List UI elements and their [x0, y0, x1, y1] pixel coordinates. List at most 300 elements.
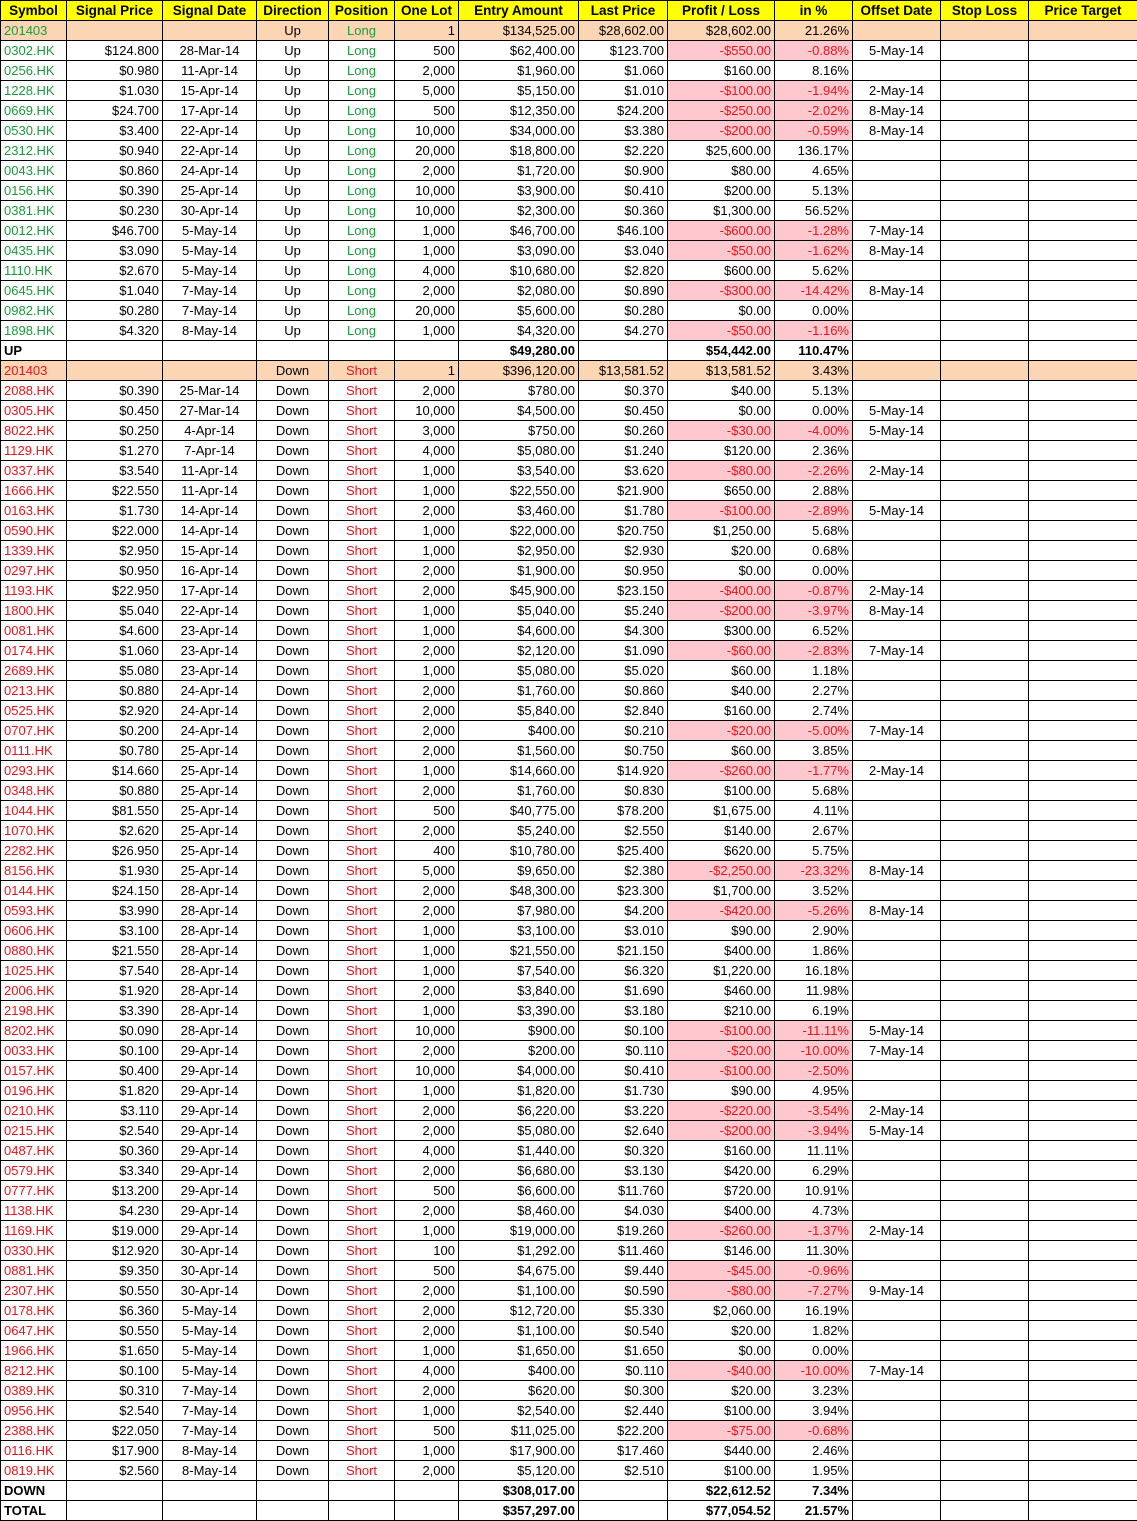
cell-signal-date[interactable]: 17-Apr-14 [163, 581, 257, 601]
cell-last-price[interactable]: $4.300 [579, 621, 668, 641]
cell-last-price[interactable]: $6.320 [579, 961, 668, 981]
cell-one-lot[interactable]: 1,000 [395, 1401, 459, 1421]
cell-offset-date[interactable] [853, 1461, 941, 1481]
cell-signal-date[interactable]: 30-Apr-14 [163, 1281, 257, 1301]
cell-price-target[interactable] [1029, 1481, 1137, 1501]
cell-position[interactable]: Short [329, 841, 395, 861]
column-header-stop-loss[interactable]: Stop Loss [941, 1, 1029, 21]
cell-price-target[interactable] [1029, 321, 1137, 341]
cell-signal-date[interactable]: 15-Apr-14 [163, 81, 257, 101]
cell-offset-date[interactable] [853, 21, 941, 41]
cell-last-price[interactable]: $0.110 [579, 1361, 668, 1381]
cell-direction[interactable]: Down [257, 1381, 329, 1401]
cell-in-percent[interactable]: 3.43% [775, 361, 853, 381]
cell-profit-loss[interactable]: -$30.00 [668, 421, 775, 441]
cell-signal-price[interactable]: $81.550 [67, 801, 163, 821]
cell-signal-price[interactable]: $9.350 [67, 1261, 163, 1281]
cell-in-percent[interactable]: 4.95% [775, 1081, 853, 1101]
cell-one-lot[interactable]: 1,000 [395, 241, 459, 261]
cell-offset-date[interactable] [853, 781, 941, 801]
cell-profit-loss[interactable]: -$260.00 [668, 761, 775, 781]
cell-signal-price[interactable]: $5.040 [67, 601, 163, 621]
cell-offset-date[interactable] [853, 1301, 941, 1321]
cell-direction[interactable]: Up [257, 41, 329, 61]
cell-in-percent[interactable]: -5.00% [775, 721, 853, 741]
cell-direction[interactable]: Down [257, 741, 329, 761]
cell-symbol[interactable]: 0645.HK [1, 281, 67, 301]
cell-signal-date[interactable]: 29-Apr-14 [163, 1121, 257, 1141]
cell-direction[interactable]: Down [257, 1041, 329, 1061]
cell-position[interactable]: Long [329, 141, 395, 161]
cell-position[interactable]: Long [329, 121, 395, 141]
cell-position[interactable]: Long [329, 241, 395, 261]
cell-price-target[interactable] [1029, 1001, 1137, 1021]
cell-signal-date[interactable]: 22-Apr-14 [163, 601, 257, 621]
cell-position[interactable]: Short [329, 761, 395, 781]
cell-one-lot[interactable]: 1,000 [395, 761, 459, 781]
cell-stop-loss[interactable] [941, 1221, 1029, 1241]
cell-signal-date[interactable]: 27-Mar-14 [163, 401, 257, 421]
cell-one-lot[interactable]: 2,000 [395, 901, 459, 921]
cell-last-price[interactable]: $0.540 [579, 1321, 668, 1341]
cell-symbol[interactable]: 1966.HK [1, 1341, 67, 1361]
cell-profit-loss[interactable]: $90.00 [668, 921, 775, 941]
cell-signal-date[interactable]: 29-Apr-14 [163, 1181, 257, 1201]
cell-last-price[interactable]: $19.260 [579, 1221, 668, 1241]
cell-in-percent[interactable]: 3.94% [775, 1401, 853, 1421]
cell-direction[interactable]: Up [257, 321, 329, 341]
cell-in-percent[interactable]: -11.11% [775, 1021, 853, 1041]
cell-direction[interactable]: Down [257, 401, 329, 421]
cell-offset-date[interactable] [853, 1181, 941, 1201]
cell-in-percent[interactable]: -2.26% [775, 461, 853, 481]
cell-stop-loss[interactable] [941, 601, 1029, 621]
cell-in-percent[interactable]: 0.00% [775, 301, 853, 321]
cell-price-target[interactable] [1029, 681, 1137, 701]
cell-signal-price[interactable]: $0.200 [67, 721, 163, 741]
cell-direction[interactable]: Down [257, 781, 329, 801]
cell-direction[interactable]: Down [257, 1261, 329, 1281]
cell-signal-date[interactable]: 5-May-14 [163, 1341, 257, 1361]
cell-signal-date[interactable]: 24-Apr-14 [163, 701, 257, 721]
cell-stop-loss[interactable] [941, 641, 1029, 661]
cell-signal-date[interactable]: 7-May-14 [163, 281, 257, 301]
cell-one-lot[interactable]: 1,000 [395, 961, 459, 981]
cell-offset-date[interactable] [853, 701, 941, 721]
cell-stop-loss[interactable] [941, 1121, 1029, 1141]
cell-last-price[interactable]: $0.110 [579, 1041, 668, 1061]
cell-one-lot[interactable]: 1,000 [395, 621, 459, 641]
cell-position[interactable]: Short [329, 1321, 395, 1341]
cell-signal-date[interactable]: 24-Apr-14 [163, 721, 257, 741]
cell-signal-price[interactable]: $19.000 [67, 1221, 163, 1241]
cell-profit-loss[interactable]: -$20.00 [668, 721, 775, 741]
cell-profit-loss[interactable]: $146.00 [668, 1241, 775, 1261]
cell-symbol[interactable]: 0174.HK [1, 641, 67, 661]
cell-signal-price[interactable]: $0.880 [67, 781, 163, 801]
cell-last-price[interactable]: $1.780 [579, 501, 668, 521]
cell-signal-price[interactable]: $24.700 [67, 101, 163, 121]
cell-stop-loss[interactable] [941, 561, 1029, 581]
cell-entry-amount[interactable]: $750.00 [459, 421, 579, 441]
cell-signal-price[interactable] [67, 21, 163, 41]
cell-direction[interactable]: Down [257, 1141, 329, 1161]
cell-position[interactable]: Short [329, 1421, 395, 1441]
cell-symbol[interactable]: 2689.HK [1, 661, 67, 681]
cell-profit-loss[interactable]: $460.00 [668, 981, 775, 1001]
cell-signal-price[interactable]: $2.620 [67, 821, 163, 841]
cell-price-target[interactable] [1029, 361, 1137, 381]
cell-signal-date[interactable]: 5-May-14 [163, 1361, 257, 1381]
cell-one-lot[interactable]: 500 [395, 101, 459, 121]
cell-signal-price[interactable]: $1.730 [67, 501, 163, 521]
cell-stop-loss[interactable] [941, 181, 1029, 201]
cell-price-target[interactable] [1029, 901, 1137, 921]
cell-signal-price[interactable]: $1.920 [67, 981, 163, 1001]
cell-offset-date[interactable] [853, 1061, 941, 1081]
cell-entry-amount[interactable]: $2,540.00 [459, 1401, 579, 1421]
cell-signal-date[interactable]: 25-Apr-14 [163, 841, 257, 861]
cell-signal-price[interactable] [67, 1481, 163, 1501]
cell-position[interactable] [329, 341, 395, 361]
cell-direction[interactable]: Down [257, 481, 329, 501]
cell-profit-loss[interactable]: -$100.00 [668, 81, 775, 101]
cell-stop-loss[interactable] [941, 981, 1029, 1001]
cell-symbol[interactable]: 0210.HK [1, 1101, 67, 1121]
cell-in-percent[interactable]: -1.28% [775, 221, 853, 241]
cell-offset-date[interactable] [853, 481, 941, 501]
cell-in-percent[interactable]: 3.23% [775, 1381, 853, 1401]
cell-last-price[interactable]: $1.240 [579, 441, 668, 461]
cell-one-lot[interactable]: 2,000 [395, 681, 459, 701]
cell-position[interactable]: Short [329, 981, 395, 1001]
cell-signal-date[interactable]: 23-Apr-14 [163, 641, 257, 661]
cell-in-percent[interactable]: -4.00% [775, 421, 853, 441]
cell-stop-loss[interactable] [941, 261, 1029, 281]
cell-position[interactable]: Short [329, 1221, 395, 1241]
cell-one-lot[interactable]: 1,000 [395, 541, 459, 561]
cell-one-lot[interactable]: 2,000 [395, 981, 459, 1001]
cell-entry-amount[interactable]: $48,300.00 [459, 881, 579, 901]
cell-direction[interactable]: Down [257, 381, 329, 401]
cell-in-percent[interactable]: 1.82% [775, 1321, 853, 1341]
cell-symbol[interactable]: 0196.HK [1, 1081, 67, 1101]
cell-offset-date[interactable]: 8-May-14 [853, 281, 941, 301]
cell-entry-amount[interactable]: $1,292.00 [459, 1241, 579, 1261]
cell-symbol[interactable]: 0579.HK [1, 1161, 67, 1181]
cell-offset-date[interactable]: 5-May-14 [853, 401, 941, 421]
cell-position[interactable]: Short [329, 641, 395, 661]
cell-position[interactable]: Short [329, 1021, 395, 1041]
cell-stop-loss[interactable] [941, 1261, 1029, 1281]
cell-price-target[interactable] [1029, 781, 1137, 801]
cell-signal-date[interactable]: 25-Mar-14 [163, 381, 257, 401]
cell-signal-date[interactable]: 25-Apr-14 [163, 181, 257, 201]
cell-price-target[interactable] [1029, 1181, 1137, 1201]
cell-position[interactable]: Short [329, 501, 395, 521]
cell-symbol[interactable]: 0215.HK [1, 1121, 67, 1141]
cell-stop-loss[interactable] [941, 1081, 1029, 1101]
cell-one-lot[interactable]: 20,000 [395, 301, 459, 321]
cell-stop-loss[interactable] [941, 1341, 1029, 1361]
cell-offset-date[interactable] [853, 941, 941, 961]
cell-stop-loss[interactable] [941, 401, 1029, 421]
cell-signal-date[interactable]: 11-Apr-14 [163, 481, 257, 501]
cell-position[interactable]: Short [329, 521, 395, 541]
cell-entry-amount[interactable]: $5,080.00 [459, 1121, 579, 1141]
cell-signal-date[interactable]: 24-Apr-14 [163, 161, 257, 181]
cell-signal-price[interactable]: $2.920 [67, 701, 163, 721]
cell-direction[interactable]: Up [257, 81, 329, 101]
cell-in-percent[interactable]: 5.68% [775, 781, 853, 801]
cell-signal-date[interactable] [163, 341, 257, 361]
cell-position[interactable]: Short [329, 481, 395, 501]
cell-one-lot[interactable] [395, 341, 459, 361]
cell-position[interactable]: Short [329, 581, 395, 601]
cell-position[interactable]: Long [329, 61, 395, 81]
cell-position[interactable]: Short [329, 741, 395, 761]
cell-signal-price[interactable]: $3.340 [67, 1161, 163, 1181]
cell-symbol[interactable]: 1800.HK [1, 601, 67, 621]
cell-signal-price[interactable]: $0.550 [67, 1321, 163, 1341]
cell-entry-amount[interactable]: $40,775.00 [459, 801, 579, 821]
cell-signal-date[interactable]: 23-Apr-14 [163, 661, 257, 681]
cell-position[interactable]: Long [329, 261, 395, 281]
cell-signal-date[interactable]: 29-Apr-14 [163, 1141, 257, 1161]
cell-entry-amount[interactable]: $3,460.00 [459, 501, 579, 521]
cell-direction[interactable]: Down [257, 961, 329, 981]
cell-last-price[interactable]: $0.410 [579, 1061, 668, 1081]
cell-last-price[interactable]: $2.930 [579, 541, 668, 561]
cell-profit-loss[interactable]: $120.00 [668, 441, 775, 461]
cell-symbol[interactable]: 0293.HK [1, 761, 67, 781]
cell-position[interactable]: Short [329, 1461, 395, 1481]
cell-price-target[interactable] [1029, 141, 1137, 161]
cell-position[interactable]: Short [329, 901, 395, 921]
cell-direction[interactable]: Down [257, 821, 329, 841]
cell-entry-amount[interactable]: $4,675.00 [459, 1261, 579, 1281]
cell-direction[interactable] [257, 1501, 329, 1521]
cell-symbol[interactable]: 0487.HK [1, 1141, 67, 1161]
cell-one-lot[interactable]: 1,000 [395, 481, 459, 501]
cell-symbol[interactable]: 2388.HK [1, 1421, 67, 1441]
cell-stop-loss[interactable] [941, 301, 1029, 321]
cell-one-lot[interactable]: 1,000 [395, 321, 459, 341]
cell-in-percent[interactable]: 5.13% [775, 181, 853, 201]
cell-profit-loss[interactable]: $100.00 [668, 1461, 775, 1481]
cell-stop-loss[interactable] [941, 481, 1029, 501]
cell-signal-price[interactable]: $1.820 [67, 1081, 163, 1101]
cell-offset-date[interactable]: 7-May-14 [853, 721, 941, 741]
cell-position[interactable]: Long [329, 81, 395, 101]
cell-one-lot[interactable]: 1 [395, 361, 459, 381]
cell-last-price[interactable]: $46.100 [579, 221, 668, 241]
cell-signal-price[interactable]: $12.920 [67, 1241, 163, 1261]
cell-signal-price[interactable]: $0.280 [67, 301, 163, 321]
cell-last-price[interactable]: $2.840 [579, 701, 668, 721]
cell-position[interactable]: Short [329, 1161, 395, 1181]
cell-profit-loss[interactable]: $1,700.00 [668, 881, 775, 901]
cell-signal-price[interactable]: $0.400 [67, 1061, 163, 1081]
cell-stop-loss[interactable] [941, 1141, 1029, 1161]
cell-position[interactable]: Long [329, 101, 395, 121]
cell-symbol[interactable]: 201403 [1, 21, 67, 41]
cell-offset-date[interactable]: 8-May-14 [853, 241, 941, 261]
cell-stop-loss[interactable] [941, 1101, 1029, 1121]
cell-signal-price[interactable]: $0.450 [67, 401, 163, 421]
cell-signal-date[interactable]: 17-Apr-14 [163, 101, 257, 121]
cell-direction[interactable]: Down [257, 1021, 329, 1041]
cell-signal-price[interactable]: $0.100 [67, 1361, 163, 1381]
cell-signal-date[interactable]: 29-Apr-14 [163, 1081, 257, 1101]
cell-last-price[interactable]: $0.210 [579, 721, 668, 741]
cell-profit-loss[interactable]: $0.00 [668, 401, 775, 421]
cell-price-target[interactable] [1029, 1221, 1137, 1241]
cell-one-lot[interactable]: 500 [395, 1421, 459, 1441]
cell-direction[interactable]: Up [257, 201, 329, 221]
cell-signal-date[interactable]: 28-Apr-14 [163, 901, 257, 921]
cell-entry-amount[interactable]: $18,800.00 [459, 141, 579, 161]
cell-symbol[interactable]: 8212.HK [1, 1361, 67, 1381]
cell-in-percent[interactable]: -1.77% [775, 761, 853, 781]
cell-position[interactable]: Long [329, 21, 395, 41]
cell-price-target[interactable] [1029, 1081, 1137, 1101]
cell-last-price[interactable]: $4.030 [579, 1201, 668, 1221]
cell-last-price[interactable]: $11.760 [579, 1181, 668, 1201]
cell-entry-amount[interactable]: $1,100.00 [459, 1281, 579, 1301]
cell-direction[interactable]: Down [257, 1401, 329, 1421]
cell-profit-loss[interactable]: -$100.00 [668, 1021, 775, 1041]
cell-direction[interactable]: Up [257, 221, 329, 241]
cell-signal-date[interactable] [163, 21, 257, 41]
cell-symbol[interactable]: 1339.HK [1, 541, 67, 561]
cell-position[interactable]: Short [329, 781, 395, 801]
cell-in-percent[interactable]: 56.52% [775, 201, 853, 221]
cell-signal-price[interactable]: $0.360 [67, 1141, 163, 1161]
cell-stop-loss[interactable] [941, 1241, 1029, 1261]
cell-one-lot[interactable]: 2,000 [395, 1161, 459, 1181]
cell-one-lot[interactable]: 1,000 [395, 461, 459, 481]
cell-offset-date[interactable]: 9-May-14 [853, 1281, 941, 1301]
cell-signal-date[interactable]: 14-Apr-14 [163, 521, 257, 541]
cell-stop-loss[interactable] [941, 741, 1029, 761]
cell-last-price[interactable]: $21.150 [579, 941, 668, 961]
cell-one-lot[interactable]: 2,000 [395, 1101, 459, 1121]
cell-signal-price[interactable]: $22.000 [67, 521, 163, 541]
cell-direction[interactable]: Down [257, 421, 329, 441]
cell-direction[interactable]: Down [257, 981, 329, 1001]
cell-symbol[interactable]: 2088.HK [1, 381, 67, 401]
cell-price-target[interactable] [1029, 41, 1137, 61]
cell-stop-loss[interactable] [941, 101, 1029, 121]
cell-stop-loss[interactable] [941, 781, 1029, 801]
column-header-offset-date[interactable]: Offset Date [853, 1, 941, 21]
cell-last-price[interactable]: $0.300 [579, 1381, 668, 1401]
cell-signal-price[interactable]: $4.320 [67, 321, 163, 341]
cell-entry-amount[interactable]: $62,400.00 [459, 41, 579, 61]
cell-signal-date[interactable]: 25-Apr-14 [163, 761, 257, 781]
cell-one-lot[interactable]: 2,000 [395, 1461, 459, 1481]
cell-stop-loss[interactable] [941, 361, 1029, 381]
cell-entry-amount[interactable]: $7,980.00 [459, 901, 579, 921]
cell-stop-loss[interactable] [941, 1301, 1029, 1321]
cell-one-lot[interactable]: 10,000 [395, 181, 459, 201]
cell-in-percent[interactable]: -1.94% [775, 81, 853, 101]
cell-symbol[interactable]: 0381.HK [1, 201, 67, 221]
cell-entry-amount[interactable]: $2,120.00 [459, 641, 579, 661]
cell-signal-date[interactable]: 28-Mar-14 [163, 41, 257, 61]
cell-one-lot[interactable]: 2,000 [395, 381, 459, 401]
cell-in-percent[interactable]: 2.67% [775, 821, 853, 841]
cell-position[interactable]: Short [329, 861, 395, 881]
cell-offset-date[interactable] [853, 521, 941, 541]
cell-direction[interactable]: Down [257, 1101, 329, 1121]
cell-direction[interactable]: Up [257, 141, 329, 161]
cell-signal-date[interactable]: 28-Apr-14 [163, 941, 257, 961]
cell-direction[interactable]: Down [257, 661, 329, 681]
cell-entry-amount[interactable]: $46,700.00 [459, 221, 579, 241]
cell-direction[interactable]: Down [257, 721, 329, 741]
cell-position[interactable]: Short [329, 621, 395, 641]
cell-direction[interactable]: Down [257, 1201, 329, 1221]
cell-direction[interactable]: Down [257, 1361, 329, 1381]
cell-profit-loss[interactable]: $100.00 [668, 781, 775, 801]
cell-offset-date[interactable] [853, 921, 941, 941]
cell-direction[interactable]: Down [257, 881, 329, 901]
cell-profit-loss[interactable]: $100.00 [668, 1401, 775, 1421]
cell-direction[interactable]: Down [257, 1461, 329, 1481]
column-header-last-price[interactable]: Last Price [579, 1, 668, 21]
cell-position[interactable]: Short [329, 541, 395, 561]
cell-signal-date[interactable] [163, 1481, 257, 1501]
cell-signal-price[interactable]: $22.050 [67, 1421, 163, 1441]
cell-last-price[interactable]: $2.820 [579, 261, 668, 281]
cell-offset-date[interactable] [853, 541, 941, 561]
cell-signal-price[interactable]: $14.660 [67, 761, 163, 781]
cell-price-target[interactable] [1029, 221, 1137, 241]
cell-direction[interactable]: Up [257, 261, 329, 281]
cell-profit-loss[interactable]: $140.00 [668, 821, 775, 841]
cell-last-price[interactable]: $0.320 [579, 1141, 668, 1161]
cell-offset-date[interactable] [853, 881, 941, 901]
cell-last-price[interactable]: $5.240 [579, 601, 668, 621]
cell-profit-loss[interactable]: $650.00 [668, 481, 775, 501]
cell-position[interactable]: Short [329, 1121, 395, 1141]
cell-position[interactable]: Long [329, 301, 395, 321]
column-header-signal-date[interactable]: Signal Date [163, 1, 257, 21]
cell-signal-price[interactable]: $0.230 [67, 201, 163, 221]
cell-direction[interactable]: Down [257, 1121, 329, 1141]
cell-symbol[interactable]: 8156.HK [1, 861, 67, 881]
cell-symbol[interactable]: 0707.HK [1, 721, 67, 741]
cell-profit-loss[interactable]: $420.00 [668, 1161, 775, 1181]
cell-direction[interactable]: Up [257, 161, 329, 181]
cell-price-target[interactable] [1029, 601, 1137, 621]
cell-symbol[interactable]: 2282.HK [1, 841, 67, 861]
cell-profit-loss[interactable]: $25,600.00 [668, 141, 775, 161]
cell-signal-price[interactable]: $17.900 [67, 1441, 163, 1461]
cell-price-target[interactable] [1029, 501, 1137, 521]
cell-stop-loss[interactable] [941, 1041, 1029, 1061]
cell-signal-price[interactable]: $2.950 [67, 541, 163, 561]
cell-direction[interactable]: Up [257, 181, 329, 201]
cell-offset-date[interactable] [853, 1001, 941, 1021]
cell-signal-date[interactable]: 22-Apr-14 [163, 121, 257, 141]
cell-symbol[interactable]: 8022.HK [1, 421, 67, 441]
cell-in-percent[interactable]: 5.68% [775, 521, 853, 541]
cell-profit-loss[interactable]: -$260.00 [668, 1221, 775, 1241]
cell-profit-loss[interactable]: $20.00 [668, 1381, 775, 1401]
